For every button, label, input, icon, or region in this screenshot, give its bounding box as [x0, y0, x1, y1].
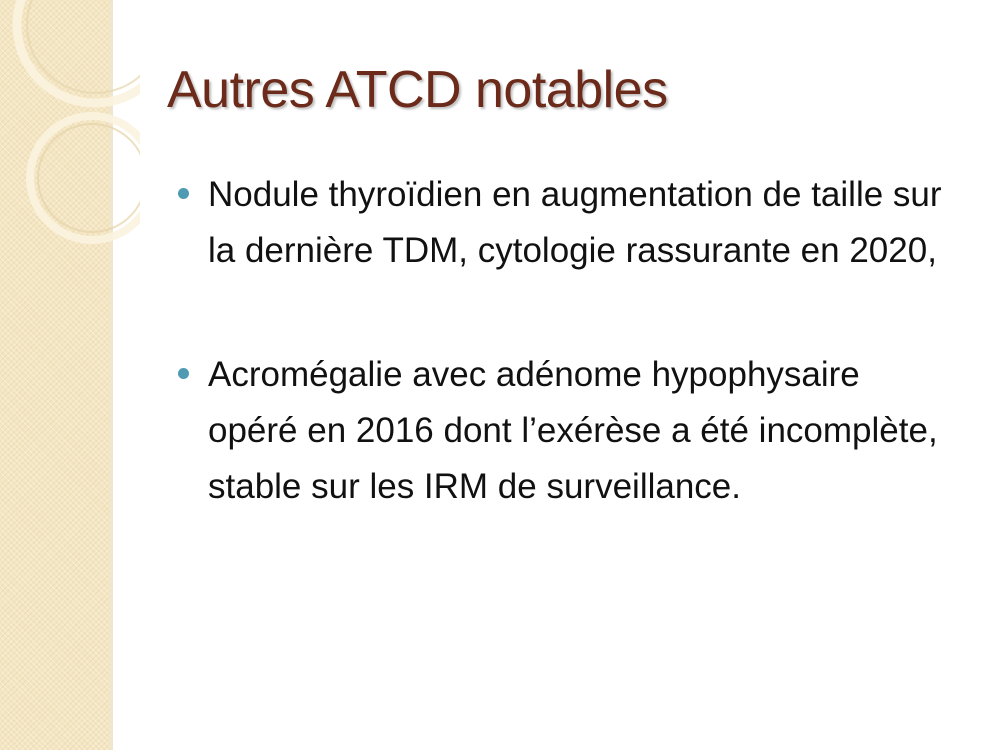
bullet-text: Nodule thyroïdien en augmentation de taille sur la dernière TDM, cytologie rassurante en 2020,	[208, 175, 942, 270]
bullet-list	[178, 167, 958, 515]
bullet-item	[178, 347, 958, 515]
bullet-dot-icon	[178, 188, 189, 199]
slide-title: Autres ATCD notables	[167, 61, 668, 119]
bullet-item	[178, 167, 958, 279]
bullet-dot-icon	[178, 368, 189, 379]
bullet-text: Acromégalie avec adénome hypophysaire opéré en 2016 dont l’exérèse a été incomplète, stable sur les IRM de surveillance.	[208, 355, 938, 506]
ring-lower-inner	[38, 124, 140, 232]
decorative-rings	[0, 0, 140, 300]
